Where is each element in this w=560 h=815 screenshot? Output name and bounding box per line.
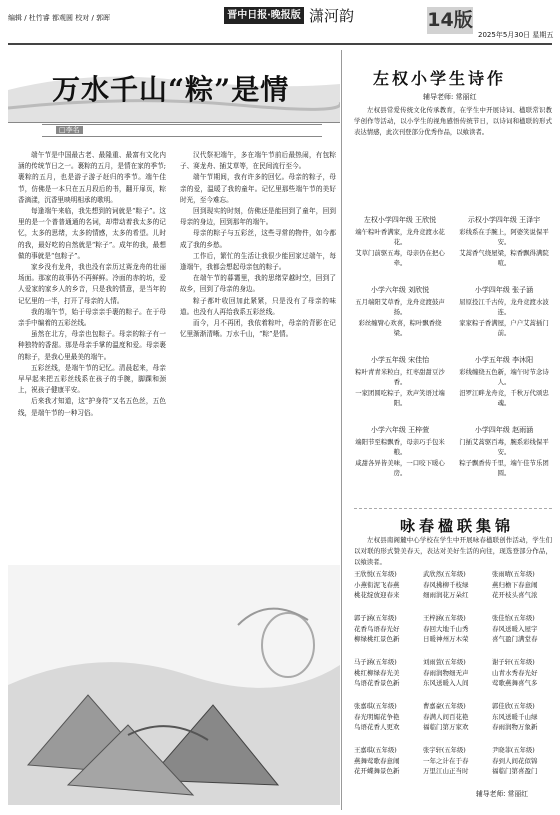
page-header xyxy=(0,0,560,46)
essay-text-right xyxy=(180,150,336,340)
couplet-line: 桃花绽放迎春来 xyxy=(354,591,400,599)
poem-line: 一家团圆吃粽子，欢声笑语过端阳。 xyxy=(355,388,445,407)
poem-title: 小学六年级 王梓萱 xyxy=(370,426,430,434)
couplet-author: 曹嘉豪(五年级) xyxy=(423,703,466,710)
couplet-line: 小燕衔泥飞春燕 xyxy=(354,581,400,589)
couplet-line: 春满人间百花艳 xyxy=(423,713,469,721)
poem-title: 小学四年级 赵雨涵 xyxy=(474,426,534,434)
poem-title: 小学六年级 刘欣悦 xyxy=(370,286,430,294)
couplet-line: 春到人间花似锦 xyxy=(492,757,538,765)
couplet-author: 刘雨萱(五年级) xyxy=(423,659,466,666)
couplet-line: 春风送暖入屋宇 xyxy=(492,625,538,633)
couplet-entry xyxy=(354,658,414,688)
couplet-line: 春风拂柳千枝绿 xyxy=(423,581,469,589)
essay-paragraph: 在端午节的暮霭里，我的思绪穿越时空，回到了故乡，回到了母亲的身边。 xyxy=(180,274,336,294)
essay-paragraph: 后来我才知道，这“护身符”又名五色丝，五色线，是端午节的一种习俗。 xyxy=(18,397,166,417)
couplets-grid xyxy=(354,570,552,790)
couplet-line: 花开蝶舞景色新 xyxy=(354,767,400,775)
couplet-entry xyxy=(492,614,552,644)
section-divider xyxy=(354,508,552,510)
couplets-advisor: 辅导老师: 常丽红 xyxy=(476,790,529,798)
couplet-entry xyxy=(423,746,483,776)
couplet-author: 张嘉琪(五年级) xyxy=(354,703,397,710)
couplet-author: 郭子涵(五年级) xyxy=(354,615,397,622)
poem-title: 小学五年级 李沐阳 xyxy=(474,356,534,364)
essay-paragraph: 而今，月不再团，我依着粽叶，母亲的背影在记忆里渐渐清晰。万水千山，“粽”是情。 xyxy=(180,319,336,339)
essay-paragraph: 工作后，繁忙的生活让我很少能回家过端午，每逢端午，我都会想起母亲包的粽子。 xyxy=(180,251,336,272)
issue-date: 2025年5月30日 星期五 xyxy=(478,31,554,39)
couplet-line: 春回大地千山秀 xyxy=(423,625,469,633)
essay-paragraph: 母亲的粽子与五彩丝，这些寻常的物件，如今都成了我的乡愁。 xyxy=(180,229,336,249)
couplet-line: 一年之计在于春 xyxy=(423,757,469,765)
couplet-author: 王欣悦(五年级) xyxy=(354,571,397,578)
couplet-author: 武欣然(五年级) xyxy=(423,571,466,578)
couplet-author: 谢子轩(五年级) xyxy=(492,659,535,666)
poems-advisor: 辅导老师: 常丽红 xyxy=(423,93,477,101)
couplet-line: 春光明媚花争艳 xyxy=(354,713,400,721)
couplet-entry xyxy=(423,702,483,732)
couplet-line: 春雨润物万象新 xyxy=(492,723,538,731)
couplet-line: 东风送暖入人间 xyxy=(423,679,469,687)
poem-line: 艾蒿香气绕屋梁，粽香飘得满院喧。 xyxy=(459,248,549,267)
couplet-line: 日暖神州万木荣 xyxy=(423,635,469,643)
poem-card xyxy=(458,425,550,479)
poem-line: 五月端阳艾草香，龙舟竞渡鼓声扬。 xyxy=(355,297,445,316)
couplet-line: 万里江山正当时 xyxy=(423,767,469,775)
editors-credit: 编辑 / 杜竹睿 都观圆 校对 / 郭晖 xyxy=(8,14,111,22)
essay-banner xyxy=(8,50,340,123)
couplet-author: 张雨晴(五年级) xyxy=(492,571,535,578)
poem-line: 屈原投江千古传，龙舟竞渡水波连。 xyxy=(459,297,549,316)
essay-byline xyxy=(42,124,322,137)
couplet-entry xyxy=(354,702,414,732)
poem-card xyxy=(458,215,550,269)
couplet-line: 柳绿桃红景色新 xyxy=(354,635,400,643)
couplet-entry xyxy=(423,570,483,600)
couplet-entry xyxy=(354,570,414,600)
couplet-line: 东风送暖千山绿 xyxy=(492,713,538,721)
couplet-entry xyxy=(354,614,414,644)
couplets-section-title: 咏春楹联集锦 xyxy=(400,517,515,535)
page-number: 14版 xyxy=(427,7,473,34)
couplet-line: 细雨润花万朵红 xyxy=(423,591,469,599)
poem-card xyxy=(354,355,446,409)
poem-title: 小学四年级 张子涵 xyxy=(474,286,534,294)
couplet-line: 山青水秀春光好 xyxy=(492,669,538,677)
column-name: 潇河韵 xyxy=(309,7,355,25)
poems-intro: 左权县常爱传统文化传承教育，在学生中开展诗词、楹联常识教学创作等活动，以小学生的视角感悟传统节日，以诗词和楹联的形式表达情感，此次刊登部分优秀作品，以飨读者。 xyxy=(354,106,552,136)
poem-line: 彩丝缠臂心欢喜，粽叶飘香绕梁。 xyxy=(358,318,442,337)
couplet-line: 花香鸟语春光好 xyxy=(354,625,400,633)
couplet-author: 王梓涵(五年级) xyxy=(423,615,466,622)
poem-title: 示权小学四年级 王泽宇 xyxy=(467,216,541,224)
essay-paragraph: 汉代祭祀端午，多在端午节前后最热闹，有包粽子、赛龙舟、插艾草等，在民间流行至今。 xyxy=(180,151,336,171)
poem-line: 门插艾蒿驱百毒，腕系彩线保平安。 xyxy=(459,437,549,456)
couplet-entry xyxy=(492,746,552,776)
couplet-entry xyxy=(423,614,483,644)
couplet-line: 福临门第喜盈门 xyxy=(492,767,538,775)
essay-article xyxy=(8,50,340,810)
poem-card xyxy=(354,425,446,479)
essay-paragraph: 回到现实的时刻，仿佛还是能回到了童年，回到母亲的身边，回到那年的端午。 xyxy=(180,207,336,227)
couplet-line: 喜气盈门满堂春 xyxy=(492,635,538,643)
poem-line: 彩线缠绕五色新，端午时节念诗人。 xyxy=(459,367,549,386)
poems-section-title: 左权小学生诗作 xyxy=(373,69,507,88)
couplet-line: 桃红柳绿春光美 xyxy=(354,669,400,677)
couplet-line: 燕归檐下春意闹 xyxy=(492,581,538,589)
couplet-entry xyxy=(423,658,483,688)
poem-line: 艾草门前驱五毒，母亲仍在把心牵。 xyxy=(355,248,445,267)
essay-paragraph: 端午节期间，我有许多的回忆。母亲的粽子，母亲的爱，温暖了我的童年。记忆里那些端午节的美好时光，至今难忘。 xyxy=(180,173,336,204)
couplets-intro: 左权县南阁麓中心学校在学生中开展咏春楹联创作活动，学生们以对联的形式赞美春天，表达对美好生活的向往，现选登部分作品，以飨读者。 xyxy=(354,536,552,566)
couplet-line: 鸟语花香人更欢 xyxy=(354,723,400,731)
couplet-entry xyxy=(492,658,552,688)
poetry-column xyxy=(348,50,556,810)
couplet-author: 张宇轩(五年级) xyxy=(423,747,466,754)
poem-title: 左权小学四年级 王欣悦 xyxy=(363,216,437,224)
essay-paragraph: 家乡没有龙舟，我也没有亲历过赛龙舟的壮丽场面。那家的故事仍不再鲜鲜。冷面的赤的坊，爱人爱家的家乡人的乡音，只是我的情意，是当年的记忆里的一半，打开了母亲的人情。 xyxy=(18,263,166,305)
essay-paragraph: 我的端午节，始于母亲亲手裹的粽子。在于母亲手中编着的五彩丝线。 xyxy=(18,307,166,328)
essay-title: 万水千山“粽”是情 xyxy=(52,73,290,106)
couplet-entry xyxy=(354,746,414,776)
couplet-entry xyxy=(492,702,552,732)
essay-paragraph: 端午节是中国最古老、最隆重、最富有文化内涵的传统节日之一。裹粽的五月，是情在家的季节;裹粽的五月，也是游子游子赶归的季节。端午佳节，仿佛是一本只在五月段后的书，翻开扉页，粽香滴漾，沉香里映明相承的歌明。 xyxy=(18,151,166,204)
essay-paragraph: 五彩丝线，是端午节的记忆。清晨起来，母亲早早起来把五彩丝线系在孩子的手腕，脚踝和颈上，祝孩子健康平安。 xyxy=(18,363,166,395)
couplet-author: 尹晓菲(五年级) xyxy=(492,747,535,754)
poem-line: 端阳节至粽飘香，母亲巧手包米粮。 xyxy=(355,437,445,456)
poem-line: 端午粽叶香满家，龙舟竞渡水花花。 xyxy=(355,227,445,246)
poem-card xyxy=(354,285,446,339)
poem-line: 汨罗江畔龙舟竞，千秋万代颂忠魂。 xyxy=(459,388,549,407)
couplet-line: 福临门第万家欢 xyxy=(423,723,469,731)
essay-paragraph: 粽子都叶收回加此紧紧，只是没有了母亲的味道。也没有人再给我系五彩丝线。 xyxy=(180,296,336,316)
poem-card xyxy=(458,285,550,339)
couplet-entry xyxy=(492,570,552,600)
poem-line: 彩线系在手腕上，阿婆笑说保平安。 xyxy=(459,227,549,246)
poem-title: 小学五年级 宋佳怡 xyxy=(370,356,430,364)
essay-author: □李名 xyxy=(56,126,83,134)
essay-paragraph: 虽然在北方，母亲也包粽子。母亲的粽子有一种独特的香甜。那是母亲手掌的温度和爱。母亲裹的粽子，是我心里最美的端午。 xyxy=(18,330,166,361)
couplet-line: 花开枝头喜气浓 xyxy=(492,591,538,599)
couplet-line: 春雨润物细无声 xyxy=(423,669,469,677)
couplet-line: 燕舞莺歌春意闹 xyxy=(354,757,400,765)
essay-paragraph: 每逢端午来临，我先想到的词就是“粽子”。这里的是一个普普通通的名词，却带动着我太多的记忆，太多的思绪，太多的情感，太多的希望。儿时的我，最好吃的自然就是“粽子”。成年的我，最想做的事就是“包粽子”。 xyxy=(18,207,166,260)
couplet-author: 马子涵(五年级) xyxy=(354,659,397,666)
zongzi-illustration xyxy=(8,565,340,805)
header-rule xyxy=(8,43,552,45)
poem-line: 粽叶青青米粒白，红枣甜甜豆沙香。 xyxy=(355,367,445,386)
poem-card xyxy=(458,355,550,409)
poem-line: 咸甜各异皆美味，一口咬下暖心房。 xyxy=(355,458,445,477)
poem-line: 粽子飘香传千里，端午佳节乐团圆。 xyxy=(459,458,549,477)
poem-card xyxy=(354,215,446,269)
paper-masthead: 晋中日报·晚报版 xyxy=(224,7,304,24)
column-divider xyxy=(341,50,342,810)
couplet-line: 莺歌燕舞喜气多 xyxy=(492,679,538,687)
couplet-author: 王嘉琪(五年级) xyxy=(354,747,397,754)
couplet-line: 鸟语花香景色新 xyxy=(354,679,400,687)
poem-line: 家家粽子香满屋，户户艾蒿插门前。 xyxy=(459,318,549,337)
couplet-author: 张佳怡(五年级) xyxy=(492,615,535,622)
essay-text-left xyxy=(18,150,166,419)
couplet-author: 郭佳欣(五年级) xyxy=(492,703,535,710)
